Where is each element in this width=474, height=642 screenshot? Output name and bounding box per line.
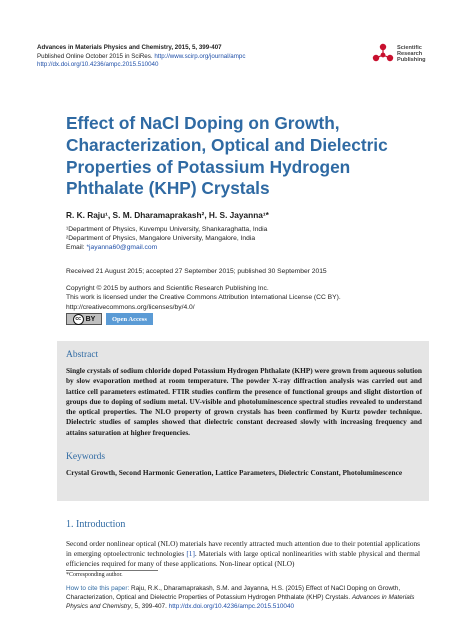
keywords-heading: Keywords (66, 452, 106, 462)
journal-header (37, 44, 245, 70)
email-line (66, 243, 267, 252)
citation-doi-link[interactable]: http://dx.doi.org/10.4236/ampc.2015.510040 (168, 603, 295, 611)
logo-line-2: Research (397, 50, 423, 57)
license-badges (66, 313, 153, 325)
scirp-logo-icon (372, 43, 394, 65)
published-prefix: Published Online October 2015 in SciRes. (37, 52, 153, 60)
publication-dates: Received 21 August 2015; accepted 27 September 2015; published 30 September 2015 (66, 268, 327, 275)
published-line (37, 53, 245, 62)
license-url-link[interactable]: http://creativecommons.org/licenses/by/4.0/ (66, 303, 195, 311)
footnote: *Corresponding author. (66, 572, 123, 578)
citation-label: How to cite this paper: (66, 585, 130, 592)
intro-text-part-a: Second order nonlinear optical (NLO) materials have recently attracted much attention due to their potential applications in emerging optoelectronic technologies (66, 539, 420, 559)
abstract-text: Single crystals of sodium chloride doped Potassium Hydrogen Phthalate (KHP) were grown from aqueous solution by slow evaporation method at room temperature. The powder X-ray diffraction analysis was carried out and lattice cell parameters estimated. FTIR studies confirm the presence of functional groups and slight distortion of groups due to doping of sodium metal. UV-visible and photoluminescence spectral studies revealed to understand the optical properties. The NLO property of grown crystals has been confirmed by Kurtz powder technique. Dielectric studies of samples showed that dielectric constant decreased slowly with increasing frequency and attains saturation at higher frequencies. (66, 366, 422, 437)
logo-line-3: Publishing (397, 57, 426, 64)
paper-title: Effect of NaCl Doping on Growth, Characterization, Optical and Dielectric Properties of Potassium Hydrogen Phthalate (KHP) Crystals (66, 113, 388, 199)
affiliation-1: ¹Department of Physics, Kuvempu University, Shankaraghatta, India (66, 226, 268, 233)
cc-icon: cc (73, 314, 84, 325)
abstract-heading: Abstract (66, 350, 99, 360)
copyright-block (66, 284, 341, 312)
publisher-logo (372, 43, 426, 65)
by-label: BY (85, 315, 96, 323)
journal-url-link[interactable]: http://www.scirp.org/journal/ampc (154, 52, 246, 60)
intro-text-part-b: . Materials with large optical nonlinearities with stable physical and thermal efficiencies required for many of these applications. Non-linear optical (NLO) (66, 549, 421, 569)
affiliation-2: ²Department of Physics, Mangalore University, Mangalore, India (66, 235, 256, 243)
journal-name: Advances in Materials Physics and Chemistry, 2015, 5, 399-407 (37, 44, 222, 51)
introduction-text (66, 539, 420, 570)
open-access-badge[interactable]: Open Access (106, 313, 153, 325)
email-link[interactable]: *jayanna60@gmail.com (86, 244, 158, 252)
license-line: This work is licensed under the Creative Commons Attribution International License (CC BY). (66, 294, 341, 302)
citation-text-b: , 5, 399-407. (131, 603, 169, 611)
publisher-logo-text (397, 45, 426, 64)
cc-by-badge[interactable] (66, 313, 102, 325)
citation-journal: Advances in Materials Physics and Chemistry (66, 594, 415, 611)
citation-text-a: Raju, R.K., Dharamaprakash, S.M. and Jayanna, H.S. (2015) Effect of NaCl Doping on Growth, Characterization, Optical and Dielectric Properties of Potassium Hydrogen Phthalate (KHP) Crystals. (66, 585, 401, 602)
keywords-text: Crystal Growth, Second Harmonic Generation, Lattice Parameters, Dielectric Constant, Photoluminescence (66, 468, 403, 477)
reference-link-1[interactable]: [1] (186, 549, 195, 559)
email-prefix: Email: (66, 244, 87, 252)
logo-line-1: Scientific (397, 44, 422, 51)
introduction-heading: 1. Introduction (66, 519, 126, 530)
citation-block (66, 584, 422, 612)
copyright-line: Copyright © 2015 by authors and Scientific Research Publishing Inc. (66, 285, 269, 292)
doi-link[interactable]: http://dx.doi.org/10.4236/ampc.2015.510040 (37, 61, 159, 69)
footnote-divider (66, 570, 158, 571)
affiliations (66, 225, 267, 253)
author-list: R. K. Raju¹, S. M. Dharamaprakash², H. S. Jayanna¹* (66, 210, 269, 220)
